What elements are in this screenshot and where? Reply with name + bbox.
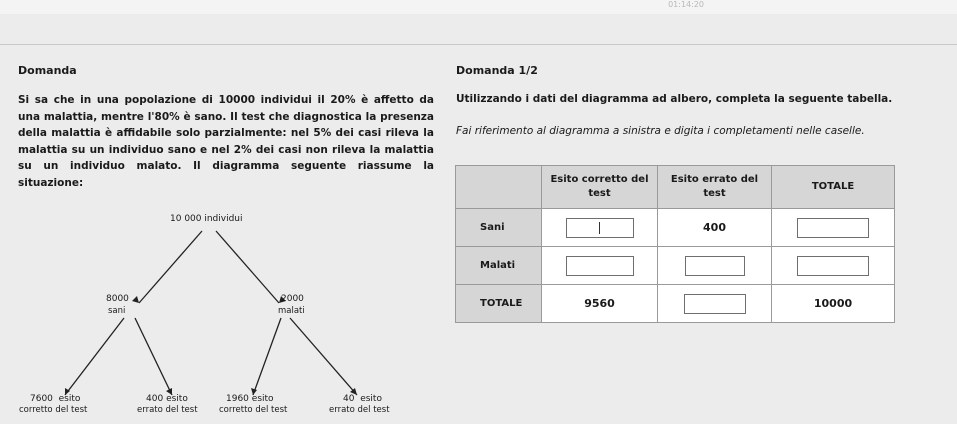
row-label-totale: TOTALE <box>456 285 542 323</box>
table-row-totale <box>456 285 895 323</box>
tree-sani-value: 8000 <box>106 294 129 304</box>
input-sani-totale[interactable] <box>797 218 869 238</box>
branch-root-sani <box>139 231 202 303</box>
cell-malati-totale <box>772 247 895 285</box>
tree-sani-label: sani <box>108 306 126 316</box>
cell-malati-corretto <box>542 247 658 285</box>
table-row-malati <box>456 247 895 285</box>
input-malati-corretto[interactable] <box>566 256 634 276</box>
tree-leaf4-sub: errato del test <box>329 405 390 415</box>
cell-sani-totale <box>772 209 895 247</box>
header-totale: TOTALE <box>772 166 895 209</box>
header-esito-corretto: Esito corretto del test <box>542 166 658 209</box>
input-malati-errato[interactable] <box>685 256 745 276</box>
instruction-text: Utilizzando i dati del diagramma ad albero, completa la seguente tabella. <box>456 93 893 105</box>
row-label-sani: Sani <box>456 209 542 247</box>
tree-leaf1-value: 7600 esito <box>30 394 81 404</box>
tree-leaf3-sub: corretto del test <box>219 405 288 415</box>
input-totale-errato[interactable] <box>684 294 746 314</box>
cell-sani-errato <box>658 209 772 247</box>
input-sani-corretto[interactable] <box>566 218 634 238</box>
table-header-row <box>456 166 895 209</box>
value-totale-corretto: 9560 <box>584 297 615 310</box>
cell-totale-errato <box>658 285 772 323</box>
cell-sani-corretto <box>542 209 658 247</box>
tree-leaf1-sub: corretto del test <box>19 405 88 415</box>
arrowhead-sani <box>132 296 139 303</box>
branch-root-malati <box>216 231 279 303</box>
value-sani-errato: 400 <box>703 221 726 234</box>
header-esito-errato: Esito errato del test <box>658 166 772 209</box>
completion-table <box>455 165 895 323</box>
header-empty-cell <box>456 166 542 209</box>
tree-malati-value: 2000 <box>281 294 304 304</box>
branch-sani-leaf2 <box>135 318 172 395</box>
cell-totale-totale <box>772 285 895 323</box>
tree-malati-label: malati <box>278 306 305 316</box>
tree-leaf2-value: 400 esito <box>146 394 188 404</box>
tree-leaf3-value: 1960 esito <box>226 394 274 404</box>
table-row-sani <box>456 209 895 247</box>
text-cursor <box>599 222 600 234</box>
branch-malati-leaf4 <box>290 318 357 395</box>
cell-malati-errato <box>658 247 772 285</box>
hint-text: Fai riferimento al diagramma a sinistra e digita i completamenti nelle caselle. <box>456 125 865 137</box>
left-panel-title: Domanda <box>18 64 77 77</box>
row-label-malati: Malati <box>456 247 542 285</box>
cell-totale-corretto <box>542 285 658 323</box>
tree-root-label: 10 000 individui <box>170 214 243 224</box>
input-malati-totale[interactable] <box>797 256 869 276</box>
right-panel-title: Domanda 1/2 <box>456 64 538 77</box>
tree-leaf4-value: 40 esito <box>343 394 382 404</box>
branch-malati-leaf3 <box>253 318 281 395</box>
value-totale-totale: 10000 <box>813 297 853 310</box>
tree-leaf2-sub: errato del test <box>137 405 198 415</box>
timer-text: 01:14:20 <box>668 0 704 9</box>
question-paragraph: Si sa che in una popolazione di 10000 individui il 20% è affetto da una malattia, mentre l'80% è sano. Il test che diagnostica la presenza della malattia è affidabile solo parzialmente: nel 5% dei casi rileva la malattia su un individuo sano e nel 2% dei casi non rileva la malattia su un individuo malato. Il diagramma seguente riassume la situazione: <box>18 94 434 189</box>
branch-sani-leaf1 <box>65 318 124 395</box>
